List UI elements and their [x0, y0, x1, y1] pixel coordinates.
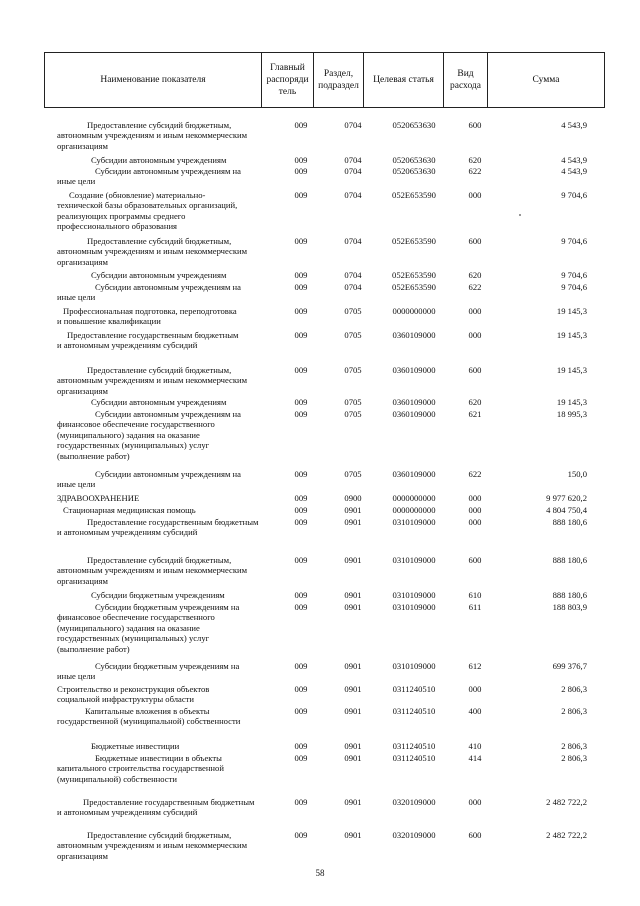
- indicator-name-line: финансовое обеспечение государственного: [57, 612, 215, 623]
- sum-cell: 2 806,3: [561, 706, 587, 716]
- target-article-cell: 0360109000: [392, 409, 436, 419]
- sum-cell: 19 145,3: [556, 330, 587, 340]
- indicator-name-line: (выполнение работ): [57, 450, 130, 461]
- header-razdel-line: Раздел,: [323, 69, 354, 79]
- razdel-cell: 0900: [344, 493, 362, 503]
- header-name-text: Наименование показателя: [100, 75, 206, 85]
- indicator-name-line: Субсидии автономным учреждениям на: [95, 166, 241, 176]
- glav-cell: 009: [294, 270, 308, 280]
- indicator-name-line: государственных (муниципальных) услуг: [57, 633, 210, 644]
- indicator-name-line: профессионального образования: [57, 221, 177, 232]
- indicator-name-line: Предоставление субсидий бюджетным,: [87, 555, 232, 565]
- sum-cell: 4 804 750,4: [546, 505, 587, 515]
- indicator-name: [57, 602, 275, 654]
- razdel-cell: 0901: [344, 555, 362, 565]
- expense-type-cell: 000: [468, 493, 482, 503]
- sum-cell: 4 543,9: [561, 120, 587, 130]
- indicator-name: [57, 397, 275, 407]
- sum-cell: 19 145,3: [556, 365, 587, 375]
- sum-cell: 9 704,6: [561, 270, 587, 280]
- glav-cell: 009: [294, 190, 308, 200]
- razdel-cell: 0704: [344, 120, 362, 130]
- razdel-cell: 0705: [344, 330, 362, 340]
- expense-type-cell: 622: [468, 282, 482, 292]
- expense-type-cell: 000: [468, 797, 482, 807]
- expense-type-cell: 621: [468, 409, 482, 419]
- indicator-name: [57, 555, 275, 586]
- indicator-name-line: (выполнение работ): [57, 643, 130, 654]
- target-article-cell: 052E653590: [392, 270, 436, 280]
- indicator-name: [57, 469, 275, 490]
- indicator-name-line: государственных (муниципальных) услуг: [57, 440, 210, 451]
- target-article-cell: 0310109000: [392, 602, 436, 612]
- glav-cell: 009: [294, 306, 308, 316]
- table-header: [44, 52, 605, 108]
- target-article-cell: 0520653630: [392, 166, 436, 176]
- expense-type-cell: 600: [468, 555, 482, 565]
- glav-cell: 009: [294, 590, 308, 600]
- sum-cell: 2 482 722,2: [546, 797, 587, 807]
- indicator-name-line: организациям: [57, 575, 108, 586]
- razdel-cell: 0901: [344, 830, 362, 840]
- indicator-name-line: Субсидии бюджетным учреждениям: [91, 590, 225, 600]
- indicator-name-line: и повышение квалификации: [57, 316, 161, 327]
- expense-type-cell: 000: [468, 517, 482, 527]
- glav-cell: 009: [294, 753, 308, 763]
- glav-cell: 009: [294, 602, 308, 612]
- expense-type-cell: 600: [468, 120, 482, 130]
- expense-type-cell: 622: [468, 469, 482, 479]
- razdel-cell: 0901: [344, 602, 362, 612]
- indicator-name-line: Бюджетные инвестиции в объекты: [95, 753, 222, 763]
- indicator-name-line: организациям: [57, 385, 108, 396]
- razdel-cell: 0704: [344, 190, 362, 200]
- header-vid-line: расхода: [450, 81, 481, 91]
- razdel-cell: 0704: [344, 166, 362, 176]
- target-article-cell: 0310109000: [392, 661, 436, 671]
- sum-cell: 18 995,3: [556, 409, 587, 419]
- glav-cell: 009: [294, 397, 308, 407]
- indicator-name-line: технической базы образовательных организаций,: [57, 200, 238, 211]
- razdel-cell: 0901: [344, 706, 362, 716]
- indicator-name-line: Субсидии автономным учреждениям на: [95, 469, 241, 479]
- header-vid-line: Вид: [457, 69, 474, 79]
- target-article-cell: 0360109000: [392, 469, 436, 479]
- indicator-name: [57, 741, 275, 751]
- indicator-name-line: капитального строительства государственной: [57, 763, 224, 774]
- glav-cell: 009: [294, 830, 308, 840]
- indicator-name: [57, 190, 275, 232]
- glav-cell: 009: [294, 555, 308, 565]
- razdel-cell: 0705: [344, 397, 362, 407]
- sum-cell: 699 376,7: [552, 661, 587, 671]
- indicator-name-line: Предоставление субсидий бюджетным,: [87, 120, 232, 130]
- indicator-name: [57, 797, 275, 818]
- indicator-name-line: государственной (муниципальной) собственности: [57, 716, 241, 727]
- header-razdel: [313, 53, 363, 107]
- razdel-cell: 0901: [344, 797, 362, 807]
- target-article-cell: 0000000000: [392, 505, 436, 515]
- glav-cell: 009: [294, 409, 308, 419]
- expense-type-cell: 610: [468, 590, 482, 600]
- expense-type-cell: 000: [468, 684, 482, 694]
- indicator-name-line: Стационарная медицинская помощь: [63, 505, 196, 515]
- indicator-name-line: иные цели: [57, 176, 96, 187]
- sum-cell: 2 482 722,2: [546, 830, 587, 840]
- indicator-name: [57, 753, 275, 784]
- target-article-cell: 0311240510: [392, 753, 436, 763]
- indicator-name: [57, 830, 275, 861]
- glav-cell: 009: [294, 797, 308, 807]
- expense-type-cell: 620: [468, 155, 482, 165]
- target-article-cell: 052E653590: [392, 236, 436, 246]
- indicator-name-line: (муниципального) задания на оказание: [57, 622, 200, 633]
- page-number: 58: [315, 868, 325, 878]
- indicator-name-line: и автономным учреждениям субсидий: [57, 527, 198, 538]
- expense-type-cell: 600: [468, 236, 482, 246]
- indicator-name-line: Бюджетные инвестиции: [91, 741, 180, 751]
- indicator-name-line: Предоставление субсидий бюджетным,: [87, 365, 232, 375]
- indicator-name: [57, 306, 275, 327]
- expense-type-cell: 410: [468, 741, 482, 751]
- target-article-cell: 0520653630: [392, 120, 436, 130]
- indicator-name-line: Субсидии автономным учреждениям: [91, 270, 227, 280]
- header-glav-line: Главный: [270, 63, 305, 73]
- razdel-cell: 0704: [344, 155, 362, 165]
- indicator-name: [57, 517, 275, 538]
- glav-cell: 009: [294, 236, 308, 246]
- target-article-cell: 0520653630: [392, 155, 436, 165]
- indicator-name: [57, 493, 275, 503]
- header-celevaya-text: Целевая статья: [373, 75, 434, 85]
- target-article-cell: 052E653590: [392, 282, 436, 292]
- target-article-cell: 0310109000: [392, 555, 436, 565]
- indicator-name-line: автономным учреждениям и иным некоммерческим: [57, 375, 248, 386]
- indicator-name-line: социальной инфраструктуры области: [57, 694, 195, 705]
- indicator-name-line: реализующих программы среднего: [57, 210, 186, 221]
- sum-cell: 888 180,6: [552, 590, 587, 600]
- glav-cell: 009: [294, 706, 308, 716]
- indicator-name-line: Субсидии автономным учреждениям: [91, 155, 227, 165]
- expense-type-cell: 000: [468, 505, 482, 515]
- razdel-cell: 0705: [344, 469, 362, 479]
- sum-cell: 9 977 620,2: [546, 493, 587, 503]
- indicator-name: [57, 590, 275, 600]
- razdel-cell: 0901: [344, 505, 362, 515]
- indicator-name: [57, 270, 275, 280]
- sum-cell: 188 803,9: [552, 602, 587, 612]
- expense-type-cell: 611: [468, 602, 482, 612]
- target-article-cell: 0360109000: [392, 330, 436, 340]
- razdel-cell: 0901: [344, 753, 362, 763]
- sum-cell: 2 806,3: [561, 753, 587, 763]
- header-razdel-line: подраздел: [318, 81, 359, 91]
- header-glav-line: тель: [278, 87, 297, 97]
- glav-cell: 009: [294, 120, 308, 130]
- indicator-name: [57, 505, 275, 515]
- sum-cell: 4 543,9: [561, 166, 587, 176]
- indicator-name-line: иные цели: [57, 479, 96, 490]
- sum-cell: 888 180,6: [552, 555, 587, 565]
- sum-cell: 150,0: [567, 469, 587, 479]
- sum-cell: 9 704,6: [561, 282, 587, 292]
- indicator-name-line: (муниципального) задания на оказание: [57, 429, 200, 440]
- indicator-name-line: Субсидии автономным учреждениям на: [95, 282, 241, 292]
- indicator-name-line: Субсидии автономным учреждениям на: [95, 409, 241, 419]
- header-name: [45, 53, 261, 107]
- razdel-cell: 0705: [344, 409, 362, 419]
- razdel-cell: 0901: [344, 517, 362, 527]
- glav-cell: 009: [294, 505, 308, 515]
- indicator-name: [57, 409, 275, 461]
- razdel-cell: 0901: [344, 684, 362, 694]
- razdel-cell: 0704: [344, 270, 362, 280]
- glav-cell: 009: [294, 661, 308, 671]
- header-summa-text: Сумма: [532, 75, 560, 85]
- sum-cell: 9 704,6: [561, 190, 587, 200]
- indicator-name-line: иные цели: [57, 671, 96, 682]
- razdel-cell: 0901: [344, 741, 362, 751]
- indicator-name-line: Субсидии бюджетным учреждениям на: [95, 661, 240, 671]
- indicator-name: [57, 330, 275, 351]
- indicator-name-line: финансовое обеспечение государственного: [57, 419, 215, 430]
- razdel-cell: 0704: [344, 282, 362, 292]
- expense-type-cell: 414: [468, 753, 482, 763]
- indicator-name-line: Предоставление государственным бюджетным: [67, 330, 239, 340]
- expense-type-cell: 600: [468, 365, 482, 375]
- header-glav-line: распоряди: [266, 75, 309, 85]
- razdel-cell: 0704: [344, 236, 362, 246]
- expense-type-cell: 400: [468, 706, 482, 716]
- indicator-name: [57, 365, 275, 396]
- expense-type-cell: 620: [468, 397, 482, 407]
- glav-cell: 009: [294, 365, 308, 375]
- target-article-cell: 0311240510: [392, 706, 436, 716]
- target-article-cell: 0000000000: [392, 493, 436, 503]
- sum-cell: 2 806,3: [561, 741, 587, 751]
- indicator-name-line: Профессиональная подготовка, переподготовка: [63, 306, 237, 316]
- indicator-name-line: и автономным учреждениям субсидий: [57, 807, 198, 818]
- target-article-cell: 0311240510: [392, 684, 436, 694]
- indicator-name-line: Субсидии автономным учреждениям: [91, 397, 227, 407]
- indicator-name-line: Субсидии бюджетным учреждениям на: [95, 602, 240, 612]
- indicator-name-line: иные цели: [57, 292, 96, 303]
- expense-type-cell: 622: [468, 166, 482, 176]
- indicator-name: [57, 684, 275, 705]
- expense-type-cell: 612: [468, 661, 482, 671]
- target-article-cell: 0320109000: [392, 797, 436, 807]
- target-article-cell: 0360109000: [392, 365, 436, 375]
- glav-cell: 009: [294, 517, 308, 527]
- target-article-cell: 052E653590: [392, 190, 436, 200]
- indicator-name-line: Капитальные вложения в объекты: [85, 706, 210, 716]
- indicator-name-line: Предоставление субсидий бюджетным,: [87, 236, 232, 246]
- indicator-name-line: автономным учреждениям и иным некоммерческим: [57, 246, 248, 257]
- glav-cell: 009: [294, 330, 308, 340]
- glav-cell: 009: [294, 155, 308, 165]
- glav-cell: 009: [294, 166, 308, 176]
- indicator-name-line: Предоставление субсидий бюджетным,: [87, 830, 232, 840]
- target-article-cell: 0320109000: [392, 830, 436, 840]
- expense-type-cell: 600: [468, 830, 482, 840]
- header-summa: [487, 53, 604, 107]
- scan-speck: [519, 214, 521, 216]
- target-article-cell: 0310109000: [392, 517, 436, 527]
- indicator-name: [57, 155, 275, 165]
- indicator-name-line: организациям: [57, 140, 108, 151]
- indicator-name: [57, 282, 275, 303]
- razdel-cell: 0901: [344, 590, 362, 600]
- indicator-name: [57, 661, 275, 682]
- glav-cell: 009: [294, 493, 308, 503]
- indicator-name-line: автономным учреждениям и иным некоммерческим: [57, 840, 248, 851]
- indicator-name-line: Предоставление государственным бюджетным: [87, 517, 259, 527]
- glav-cell: 009: [294, 469, 308, 479]
- indicator-name: [57, 706, 275, 727]
- sum-cell: 9 704,6: [561, 236, 587, 246]
- indicator-name-line: (муниципальной) собственности: [57, 773, 177, 784]
- expense-type-cell: 000: [468, 190, 482, 200]
- sum-cell: 19 145,3: [556, 397, 587, 407]
- sum-cell: 4 543,9: [561, 155, 587, 165]
- razdel-cell: 0901: [344, 661, 362, 671]
- indicator-name-line: автономным учреждениям и иным некоммерческим: [57, 565, 248, 576]
- target-article-cell: 0310109000: [392, 590, 436, 600]
- sum-cell: 888 180,6: [552, 517, 587, 527]
- target-article-cell: 0311240510: [392, 741, 436, 751]
- indicator-name-line: Строительство и реконструкция объектов: [57, 684, 210, 694]
- header-glav: [261, 53, 313, 107]
- razdel-cell: 0705: [344, 365, 362, 375]
- expense-type-cell: 620: [468, 270, 482, 280]
- glav-cell: 009: [294, 282, 308, 292]
- indicator-name-line: автономным учреждениям и иным некоммерческим: [57, 130, 248, 141]
- indicator-name-line: организациям: [57, 256, 108, 267]
- target-article-cell: 0000000000: [392, 306, 436, 316]
- sum-cell: 19 145,3: [556, 306, 587, 316]
- glav-cell: 009: [294, 684, 308, 694]
- indicator-name: [57, 236, 275, 267]
- razdel-cell: 0705: [344, 306, 362, 316]
- header-vid: [443, 53, 487, 107]
- indicator-name-line: и автономным учреждениям субсидий: [57, 340, 198, 351]
- sum-cell: 2 806,3: [561, 684, 587, 694]
- header-celevaya: [363, 53, 443, 107]
- glav-cell: 009: [294, 741, 308, 751]
- target-article-cell: 0360109000: [392, 397, 436, 407]
- expense-type-cell: 000: [468, 306, 482, 316]
- expense-type-cell: 000: [468, 330, 482, 340]
- indicator-name-line: ЗДРАВООХРАНЕНИЕ: [57, 493, 140, 503]
- indicator-name-line: организациям: [57, 850, 108, 861]
- indicator-name-line: Предоставление государственным бюджетным: [83, 797, 255, 807]
- indicator-name-line: Создание (обновление) материально-: [69, 190, 206, 200]
- indicator-name: [57, 166, 275, 187]
- indicator-name: [57, 120, 275, 151]
